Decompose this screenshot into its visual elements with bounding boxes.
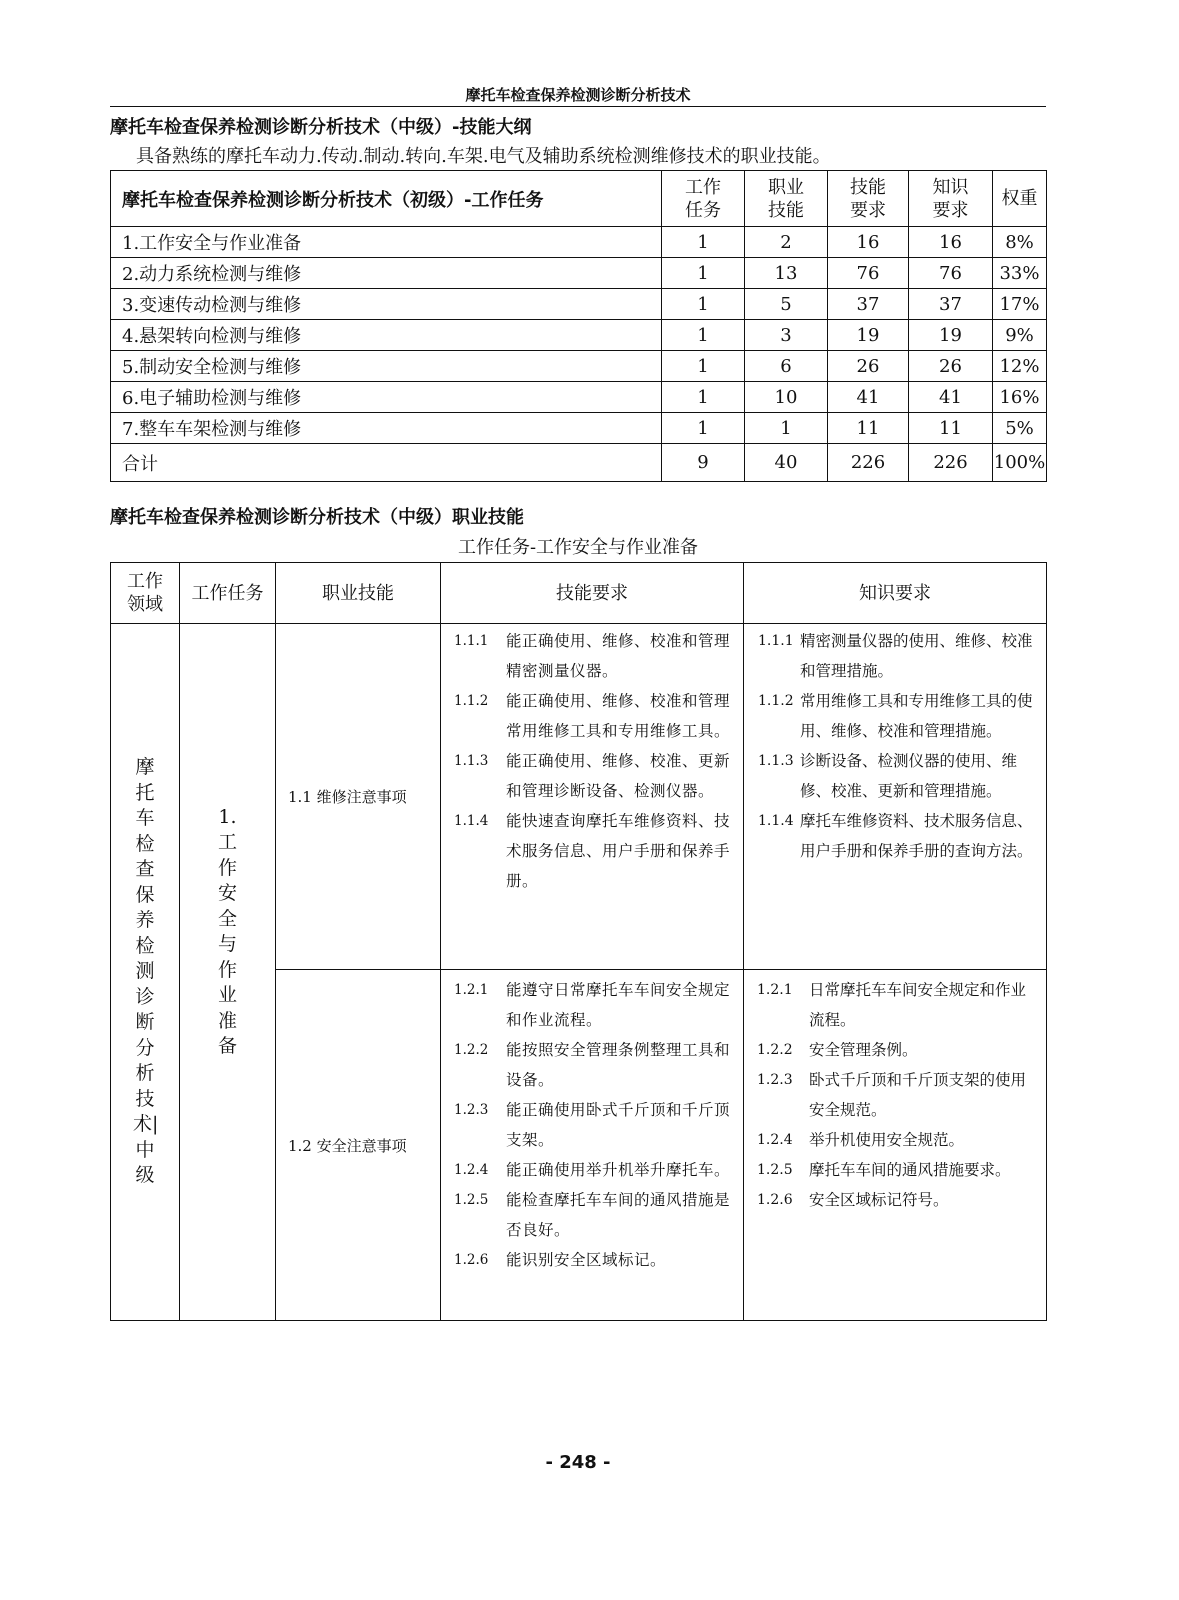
total-skill-req: 226 bbox=[828, 444, 909, 482]
skill-requirement-text: 能识别安全区域标记。 bbox=[506, 1251, 667, 1269]
task-count: 1 bbox=[662, 289, 745, 320]
knowledge-req-count: 19 bbox=[909, 320, 993, 351]
knowledge-requirement-text: 举升机使用安全规范。 bbox=[809, 1131, 965, 1149]
knowledge-requirement-code: 1.1.2 bbox=[758, 693, 794, 709]
task-name: 5.制动安全检测与维修 bbox=[111, 351, 662, 382]
skill-requirement-code: 1.2.3 bbox=[454, 1102, 489, 1118]
summary-header-weight: 权重 bbox=[993, 171, 1047, 227]
skill-requirement-code: 1.1.2 bbox=[454, 693, 489, 709]
weight: 16% bbox=[993, 382, 1047, 413]
task-name: 2.动力系统检测与维修 bbox=[111, 258, 662, 289]
summary-header-skills: 职业 技能 bbox=[745, 171, 828, 227]
skill-requirement-item bbox=[454, 1035, 731, 1095]
knowledge-requirement-item bbox=[757, 1035, 1036, 1065]
skills-table bbox=[110, 562, 1047, 1321]
knowledge-requirement-item bbox=[758, 746, 1036, 806]
knowledge-requirements-cell bbox=[744, 624, 1047, 970]
weight: 9% bbox=[993, 320, 1047, 351]
knowledge-requirement-item bbox=[757, 1125, 1036, 1155]
knowledge-requirement-item bbox=[758, 806, 1036, 866]
skill-cell: 1.1 维修注意事项 bbox=[276, 624, 441, 970]
skill-requirement-code: 1.2.6 bbox=[454, 1252, 489, 1268]
skill-count: 13 bbox=[745, 258, 828, 289]
skill-req-count: 16 bbox=[828, 227, 909, 258]
skills-header-row bbox=[111, 563, 1047, 624]
skill-requirement-text: 能正确使用、维修、校准、更新和管理诊断设备、检测仪器。 bbox=[506, 752, 731, 800]
total-label: 合计 bbox=[111, 444, 662, 482]
summary-row bbox=[111, 258, 1047, 289]
skill-requirement-text: 能遵守日常摩托车车间安全规定和作业流程。 bbox=[506, 981, 731, 1029]
summary-row bbox=[111, 382, 1047, 413]
weight: 33% bbox=[993, 258, 1047, 289]
weight: 17% bbox=[993, 289, 1047, 320]
knowledge-requirement-text: 摩托车车间的通风措施要求。 bbox=[809, 1161, 1011, 1179]
domain-text: 摩托车检查保养检测诊断分析技术|中级 bbox=[133, 756, 159, 1187]
summary-header-skill-req: 技能 要求 bbox=[828, 171, 909, 227]
summary-header-row bbox=[111, 171, 1047, 227]
task-count: 1 bbox=[662, 258, 745, 289]
skill-requirement-text: 能按照安全管理条例整理工具和设备。 bbox=[506, 1041, 731, 1089]
section-title-skills: 摩托车检查保养检测诊断分析技术（中级）职业技能 bbox=[110, 507, 524, 528]
skill-req-count: 26 bbox=[828, 351, 909, 382]
weight: 12% bbox=[993, 351, 1047, 382]
summary-header-name: 摩托车检查保养检测诊断分析技术（初级）-工作任务 bbox=[111, 171, 662, 227]
summary-table bbox=[110, 170, 1047, 482]
task-name: 4.悬架转向检测与维修 bbox=[111, 320, 662, 351]
knowledge-req-count: 26 bbox=[909, 351, 993, 382]
skill-req-count: 76 bbox=[828, 258, 909, 289]
skill-requirement-text: 能正确使用举升机举升摩托车。 bbox=[506, 1161, 731, 1179]
knowledge-requirement-code: 1.2.3 bbox=[757, 1072, 793, 1088]
skill-requirement-text: 能检查摩托车车间的通风措施是否良好。 bbox=[506, 1191, 731, 1239]
knowledge-requirements-cell bbox=[744, 970, 1047, 1321]
total-skills: 40 bbox=[745, 444, 828, 482]
skill-requirement-item bbox=[454, 1155, 731, 1185]
knowledge-requirement-code: 1.2.4 bbox=[757, 1132, 793, 1148]
skill-requirement-text: 能快速查询摩托车维修资料、技术服务信息、用户手册和保养手册。 bbox=[506, 812, 731, 890]
task-name: 7.整车车架检测与维修 bbox=[111, 413, 662, 444]
skill-requirement-code: 1.2.4 bbox=[454, 1162, 489, 1178]
weight: 8% bbox=[993, 227, 1047, 258]
task-count: 1 bbox=[662, 227, 745, 258]
task-name: 1.工作安全与作业准备 bbox=[111, 227, 662, 258]
summary-header-tasks: 工作 任务 bbox=[662, 171, 745, 227]
skill-count: 5 bbox=[745, 289, 828, 320]
skill-requirements-cell bbox=[441, 624, 744, 970]
header-rule bbox=[110, 106, 1046, 107]
skill-requirement-code: 1.2.5 bbox=[454, 1192, 489, 1208]
skill-requirement-code: 1.2.1 bbox=[454, 982, 489, 998]
skill-count: 3 bbox=[745, 320, 828, 351]
skill-requirement-code: 1.1.3 bbox=[454, 753, 489, 769]
knowledge-req-count: 16 bbox=[909, 227, 993, 258]
skill-req-count: 19 bbox=[828, 320, 909, 351]
knowledge-requirement-item bbox=[757, 1155, 1036, 1185]
skill-requirement-item bbox=[454, 626, 731, 686]
skill-requirement-item bbox=[454, 1245, 731, 1275]
knowledge-requirement-text: 安全管理条例。 bbox=[809, 1041, 918, 1059]
knowledge-requirement-text: 诊断设备、检测仪器的使用、维修、校准、更新和管理措施。 bbox=[800, 752, 1018, 800]
knowledge-requirement-code: 1.2.2 bbox=[757, 1042, 793, 1058]
skill-req-count: 41 bbox=[828, 382, 909, 413]
task-count: 1 bbox=[662, 320, 745, 351]
skill-requirement-text: 能正确使用卧式千斤顶和千斤顶支架。 bbox=[506, 1101, 731, 1149]
skills-header-skill: 职业技能 bbox=[276, 563, 441, 624]
skill-group-row bbox=[111, 624, 1047, 970]
intro-text: 具备熟练的摩托车动力.传动.制动.转向.车架.电气及辅助系统检测维修技术的职业技能。 bbox=[136, 146, 831, 167]
skills-header-domain: 工作 领域 bbox=[111, 563, 180, 624]
total-tasks: 9 bbox=[662, 444, 745, 482]
task-text: 1.工作安全与作业准备 bbox=[217, 805, 237, 1057]
knowledge-requirement-item bbox=[757, 1185, 1036, 1215]
summary-row bbox=[111, 413, 1047, 444]
knowledge-req-count: 37 bbox=[909, 289, 993, 320]
skills-header-knowledge-req: 知识要求 bbox=[744, 563, 1047, 624]
knowledge-req-count: 76 bbox=[909, 258, 993, 289]
summary-row bbox=[111, 227, 1047, 258]
knowledge-req-count: 41 bbox=[909, 382, 993, 413]
skill-requirement-code: 1.1.4 bbox=[454, 813, 489, 829]
skills-header-task: 工作任务 bbox=[180, 563, 276, 624]
summary-row bbox=[111, 351, 1047, 382]
knowledge-requirement-text: 摩托车维修资料、技术服务信息、用户手册和保养手册的查询方法。 bbox=[800, 812, 1033, 860]
skill-count: 2 bbox=[745, 227, 828, 258]
skill-requirement-item bbox=[454, 746, 731, 806]
skill-requirement-code: 1.1.1 bbox=[454, 633, 489, 649]
domain-cell bbox=[111, 624, 180, 1321]
total-knowledge-req: 226 bbox=[909, 444, 993, 482]
task-count: 1 bbox=[662, 413, 745, 444]
knowledge-requirement-code: 1.2.1 bbox=[757, 982, 793, 998]
skill-requirement-item bbox=[454, 1185, 731, 1245]
skill-count: 10 bbox=[745, 382, 828, 413]
skill-requirement-text: 能正确使用、维修、校准和管理常用维修工具和专用维修工具。 bbox=[506, 692, 731, 740]
task-count: 1 bbox=[662, 351, 745, 382]
page-number: - 248 - bbox=[545, 1452, 611, 1473]
knowledge-requirement-text: 卧式千斤顶和千斤顶支架的使用安全规范。 bbox=[809, 1071, 1027, 1119]
skill-req-count: 11 bbox=[828, 413, 909, 444]
skill-requirement-item bbox=[454, 806, 731, 896]
summary-row bbox=[111, 289, 1047, 320]
summary-header-knowledge-req: 知识 要求 bbox=[909, 171, 993, 227]
knowledge-requirement-text: 精密测量仪器的使用、维修、校准和管理措施。 bbox=[800, 632, 1033, 680]
total-weight: 100% bbox=[993, 444, 1047, 482]
knowledge-requirement-item bbox=[757, 1065, 1036, 1125]
summary-total-row bbox=[111, 444, 1047, 482]
skill-count: 6 bbox=[745, 351, 828, 382]
table-caption: 工作任务-工作安全与作业准备 bbox=[457, 537, 699, 558]
task-count: 1 bbox=[662, 382, 745, 413]
knowledge-req-count: 11 bbox=[909, 413, 993, 444]
task-cell bbox=[180, 624, 276, 1321]
knowledge-requirement-code: 1.1.3 bbox=[758, 753, 794, 769]
knowledge-requirement-text: 常用维修工具和专用维修工具的使用、维修、校准和管理措施。 bbox=[800, 692, 1033, 740]
skill-requirement-item bbox=[454, 1095, 731, 1155]
knowledge-requirement-item bbox=[758, 686, 1036, 746]
knowledge-requirement-text: 安全区域标记符号。 bbox=[809, 1191, 949, 1209]
knowledge-requirement-item bbox=[758, 626, 1036, 686]
skill-requirement-code: 1.2.2 bbox=[454, 1042, 489, 1058]
skill-requirement-item bbox=[454, 975, 731, 1035]
skill-req-count: 37 bbox=[828, 289, 909, 320]
running-header: 摩托车检查保养检测诊断分析技术 bbox=[465, 86, 691, 104]
skill-requirements-cell bbox=[441, 970, 744, 1321]
knowledge-requirement-code: 1.1.1 bbox=[758, 633, 794, 649]
task-name: 6.电子辅助检测与维修 bbox=[111, 382, 662, 413]
skill-count: 1 bbox=[745, 413, 828, 444]
skill-requirement-item bbox=[454, 686, 731, 746]
skill-cell: 1.2 安全注意事项 bbox=[276, 970, 441, 1321]
summary-row bbox=[111, 320, 1047, 351]
knowledge-requirement-code: 1.2.5 bbox=[757, 1162, 793, 1178]
section-title-syllabus: 摩托车检查保养检测诊断分析技术（中级）-技能大纲 bbox=[110, 117, 532, 138]
task-name: 3.变速传动检测与维修 bbox=[111, 289, 662, 320]
weight: 5% bbox=[993, 413, 1047, 444]
skill-requirement-text: 能正确使用、维修、校准和管理精密测量仪器。 bbox=[506, 632, 731, 680]
knowledge-requirement-text: 日常摩托车车间安全规定和作业流程。 bbox=[809, 981, 1027, 1029]
knowledge-requirement-item bbox=[757, 975, 1036, 1035]
knowledge-requirement-code: 1.1.4 bbox=[758, 813, 794, 829]
skills-header-skill-req: 技能要求 bbox=[441, 563, 744, 624]
knowledge-requirement-code: 1.2.6 bbox=[757, 1192, 793, 1208]
